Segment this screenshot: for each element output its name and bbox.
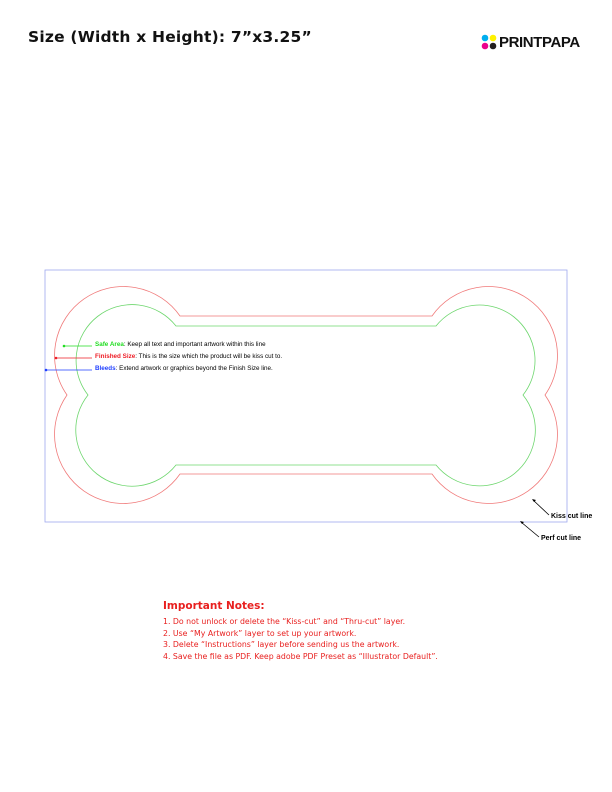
legend-bleeds-text: : Extend artwork or graphics beyond the Finish Size line. — [115, 365, 273, 372]
legend-safe-area-key: Safe Area — [95, 341, 124, 348]
notes-list — [163, 616, 438, 662]
legend-finished-size-key: Finished Size — [95, 353, 136, 360]
notes-title: Important Notes: — [163, 600, 265, 612]
finished-size-outline — [55, 287, 558, 504]
logo-text: PRINTPAPA — [499, 33, 580, 51]
kiss-cut-label: Kiss cut line — [551, 513, 593, 520]
note-item: 4. Save the file as PDF. Keep adobe PDF Preset as “Illustrator Default”. — [163, 651, 438, 661]
finished-size-pointer-dot — [55, 357, 58, 360]
safe-area-pointer-dot — [63, 345, 66, 348]
legend-safe-area-text: : Keep all text and important artwork within this line — [123, 341, 266, 348]
note-item: 1. Do not unlock or delete the “Kiss-cut” and “Thru-cut” layer. — [163, 617, 406, 626]
legend-safe-area — [95, 341, 266, 348]
legend-finished-size-text: : This is the size which the product will be kiss cut to. — [135, 353, 283, 360]
note-item: 2. Use “My Artwork” layer to set up your artwork. — [163, 628, 357, 638]
safe-area-outline — [76, 305, 536, 487]
bleeds-pointer-dot — [45, 369, 48, 372]
important-notes — [163, 600, 438, 662]
kiss-cut-arrow-icon — [532, 499, 536, 502]
perf-cut-pointer — [521, 522, 539, 537]
legend-bleeds-key: Bleeds — [95, 365, 116, 372]
legend-bleeds — [95, 365, 273, 372]
bleed-rectangle — [45, 270, 567, 522]
perf-cut-label: Perf cut line — [541, 535, 582, 542]
legend-finished-size — [95, 353, 282, 360]
size-title: Size (Width x Height): 7”x3.25” — [28, 28, 312, 46]
kiss-cut-pointer — [533, 500, 549, 515]
note-item: 3. Delete “Instructions” layer before sending us the artwork. — [163, 640, 400, 649]
